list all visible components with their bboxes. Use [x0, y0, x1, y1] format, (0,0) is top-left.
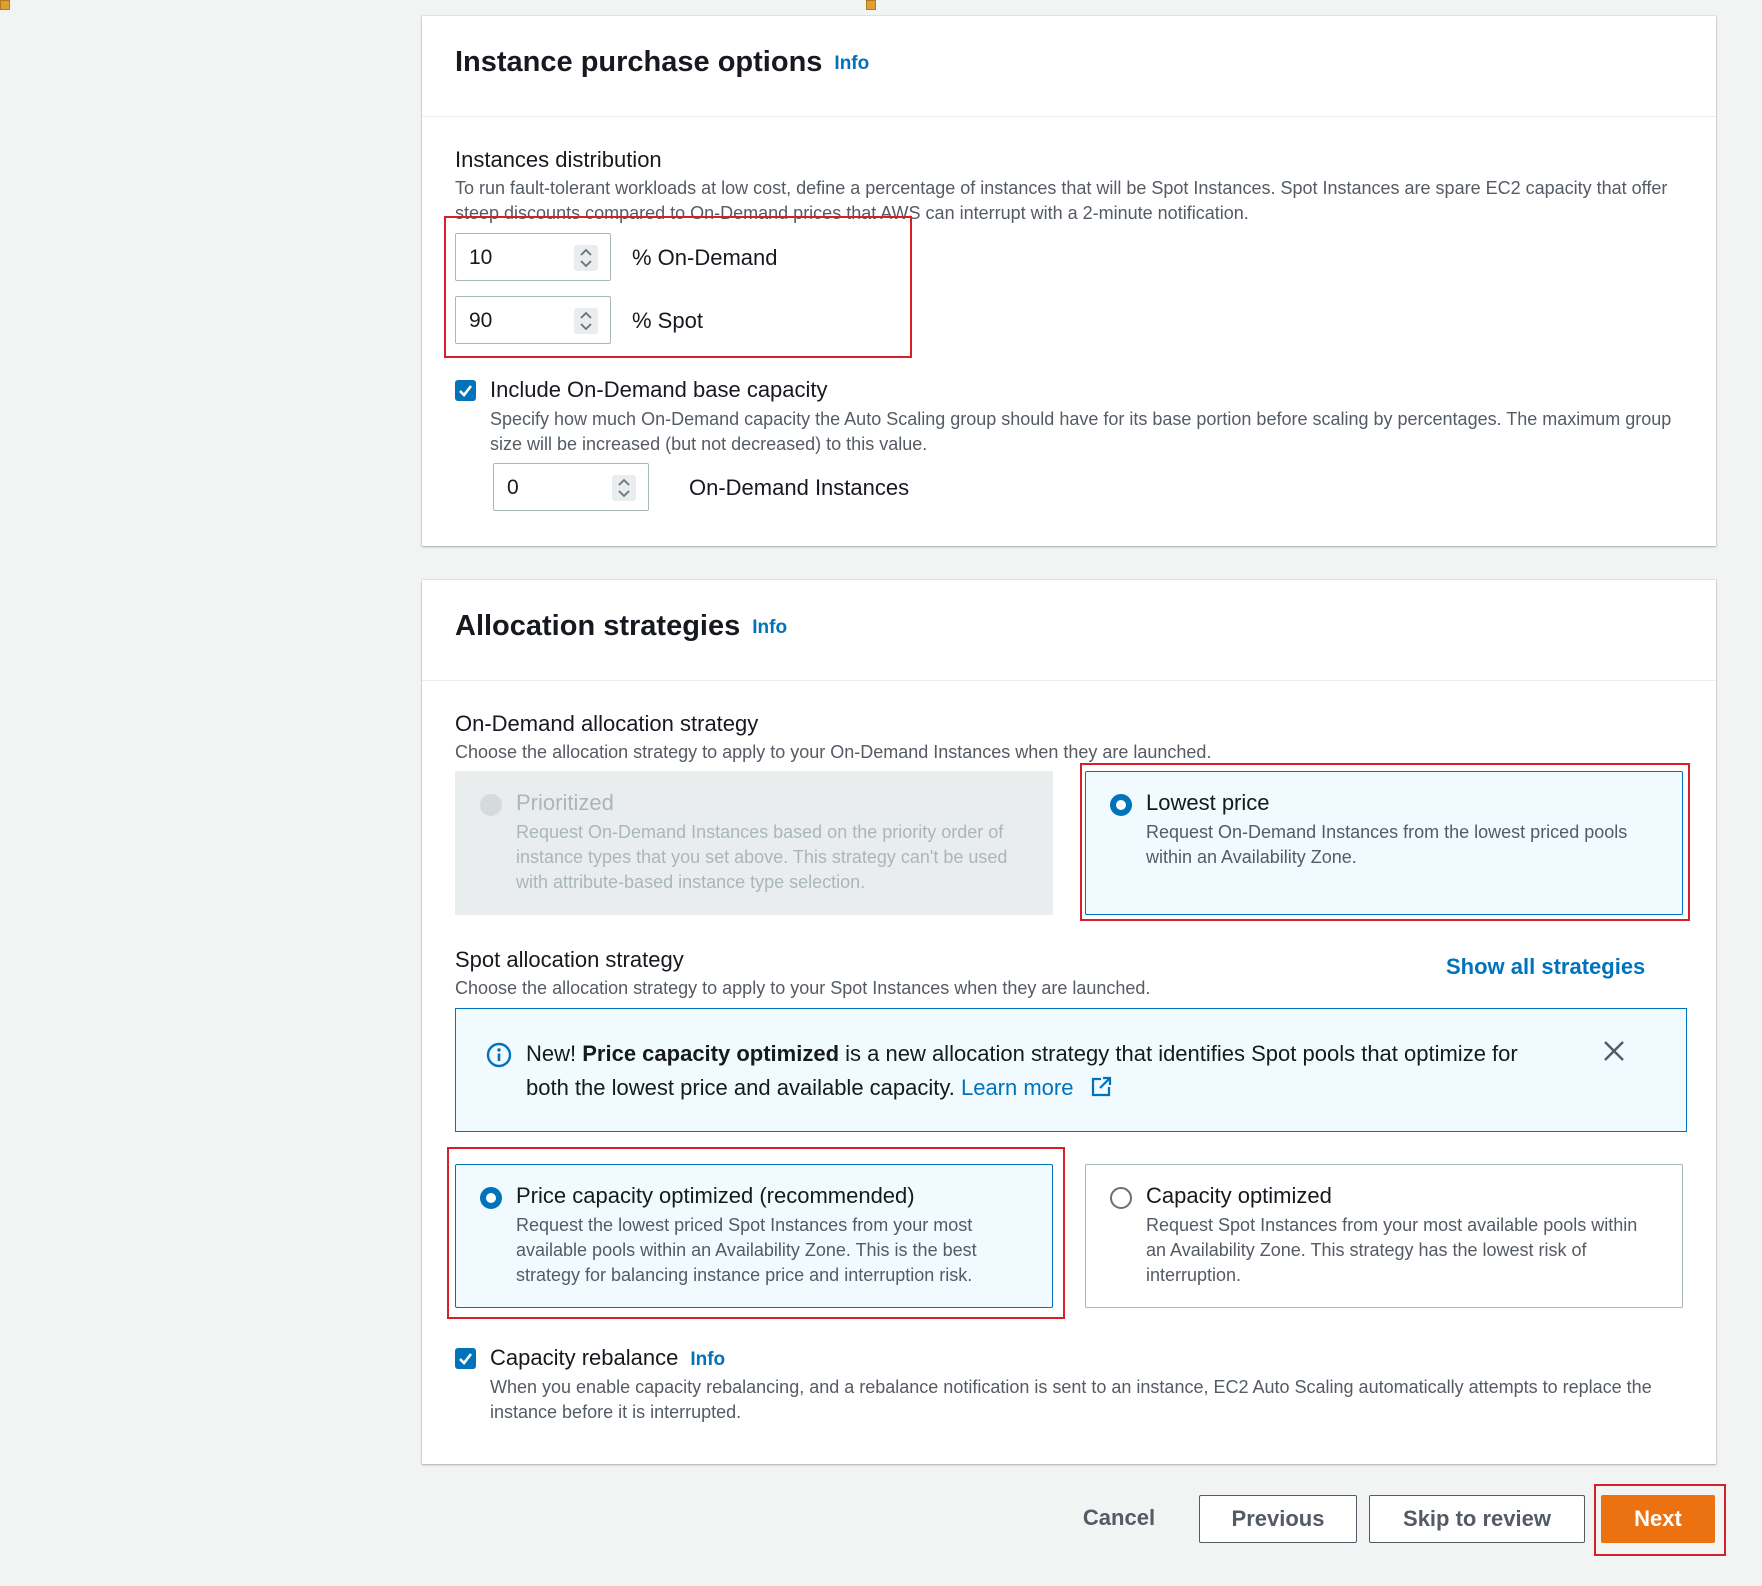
notice-bold-text: Price capacity optimized: [582, 1041, 840, 1066]
tile-title: Lowest price: [1146, 790, 1270, 815]
tile-title: Price capacity optimized (recommended): [516, 1183, 915, 1208]
info-link[interactable]: Info: [690, 1349, 726, 1370]
base-capacity-description: Specify how much On-Demand capacity the Auto Scaling group should have for its base portion before scaling by percentages. The maximum group size will be increased (but not decreased) to this value.: [490, 409, 1672, 454]
instance-purchase-options-panel: [422, 16, 1716, 546]
strategy-tile-lowest-price[interactable]: [1085, 771, 1683, 915]
spot-percentage-label: % Spot: [632, 308, 703, 333]
tile-title: Prioritized: [516, 790, 614, 815]
notice-text: is a new allocation strategy that identifies Spot pools that optimize for both the lowest price and available capacity.: [526, 1041, 1518, 1100]
strategy-tile-capacity-optimized[interactable]: [1085, 1164, 1683, 1308]
info-link[interactable]: Info: [752, 617, 788, 638]
panel-header: [422, 16, 1716, 117]
corner-marker: [0, 0, 10, 10]
panel-header: [422, 580, 1716, 681]
info-circle-icon: [486, 1042, 512, 1073]
purchase-options-title: Instance purchase options: [455, 46, 823, 78]
info-link[interactable]: Info: [834, 53, 870, 74]
tile-description: Request the lowest priced Spot Instances from your most available pools within an Availability Zone. This is the best strategy for balancing instance price and interruption risk.: [516, 1215, 977, 1285]
spot-strategy-label: Spot allocation strategy: [455, 947, 684, 972]
learn-more-link[interactable]: Learn more: [960, 1075, 1074, 1100]
stepper-arrows-icon[interactable]: [574, 245, 598, 271]
next-button[interactable]: Next: [1601, 1495, 1715, 1543]
spot-percentage-value: 90: [469, 309, 493, 332]
strategy-tile-price-capacity-optimized[interactable]: [455, 1164, 1053, 1308]
external-link-icon[interactable]: [1090, 1074, 1112, 1108]
include-base-capacity-label: Include On-Demand base capacity: [490, 377, 828, 402]
tile-description: Request On-Demand Instances based on the priority order of instance types that you set above. This strategy can't be used with attribute-based instance type selection.: [516, 822, 1008, 892]
new-strategy-notice: [455, 1008, 1687, 1132]
strategy-tile-prioritized: [455, 771, 1053, 915]
stepper-arrows-icon[interactable]: [612, 475, 636, 501]
on-demand-instances-label: On-Demand Instances: [689, 475, 910, 500]
capacity-rebalance-label-text: Capacity rebalance: [490, 1345, 679, 1370]
previous-button[interactable]: Previous: [1199, 1495, 1357, 1543]
panel-title: [455, 610, 787, 643]
checkmark-icon: [455, 1348, 476, 1369]
panel-title: [455, 46, 869, 79]
spot-strategy-description: Choose the allocation strategy to apply to your Spot Instances when they are launched.: [455, 978, 1151, 998]
notice-prefix: New!: [526, 1041, 583, 1066]
instances-distribution-label: Instances distribution: [455, 147, 662, 172]
include-base-capacity-checkbox[interactable]: [455, 380, 476, 401]
skip-to-review-button[interactable]: Skip to review: [1369, 1495, 1585, 1543]
base-capacity-stepper[interactable]: [493, 463, 649, 511]
radio-button[interactable]: [1110, 1187, 1132, 1209]
on-demand-strategy-label: On-Demand allocation strategy: [455, 711, 759, 736]
checkmark-icon: [455, 380, 476, 401]
capacity-rebalance-label: [490, 1345, 725, 1371]
close-icon[interactable]: [1602, 1039, 1626, 1068]
allocation-title: Allocation strategies: [455, 610, 741, 642]
radio-button[interactable]: [480, 1187, 502, 1209]
instances-distribution-description: To run fault-tolerant workloads at low cost, define a percentage of instances that will be Spot Instances. Spot Instances are spare EC2 capacity that offer steep discounts compared to On-Demand prices that AWS can interrupt with a 2-minute notification.: [455, 178, 1668, 223]
tile-title: Capacity optimized: [1146, 1183, 1332, 1208]
radio-button: [480, 794, 502, 816]
allocation-strategies-panel: [422, 580, 1716, 1464]
cancel-button[interactable]: Cancel: [1082, 1505, 1156, 1530]
on-demand-percentage-stepper[interactable]: [455, 233, 611, 281]
tile-description: Request On-Demand Instances from the lowest priced pools within an Availability Zone.: [1146, 822, 1628, 867]
tile-description: Request Spot Instances from your most available pools within an Availability Zone. This strategy has the lowest risk of interruption.: [1146, 1215, 1638, 1285]
capacity-rebalance-description: When you enable capacity rebalancing, and a rebalance notification is sent to an instance, EC2 Auto Scaling automatically attempts to replace the instance before it is interrupted.: [490, 1377, 1652, 1422]
show-all-strategies-link[interactable]: Show all strategies: [1446, 954, 1646, 979]
base-capacity-value: 0: [507, 476, 519, 499]
capacity-rebalance-checkbox[interactable]: [455, 1348, 476, 1369]
on-demand-percentage-label: % On-Demand: [632, 245, 778, 270]
notice-message: [526, 1037, 1566, 1108]
on-demand-strategy-description: Choose the allocation strategy to apply to your On-Demand Instances when they are launched.: [455, 742, 1212, 762]
corner-marker: [866, 0, 876, 10]
on-demand-percentage-value: 10: [469, 246, 493, 269]
stepper-arrows-icon[interactable]: [574, 308, 598, 334]
radio-button[interactable]: [1110, 794, 1132, 816]
spot-percentage-stepper[interactable]: [455, 296, 611, 344]
